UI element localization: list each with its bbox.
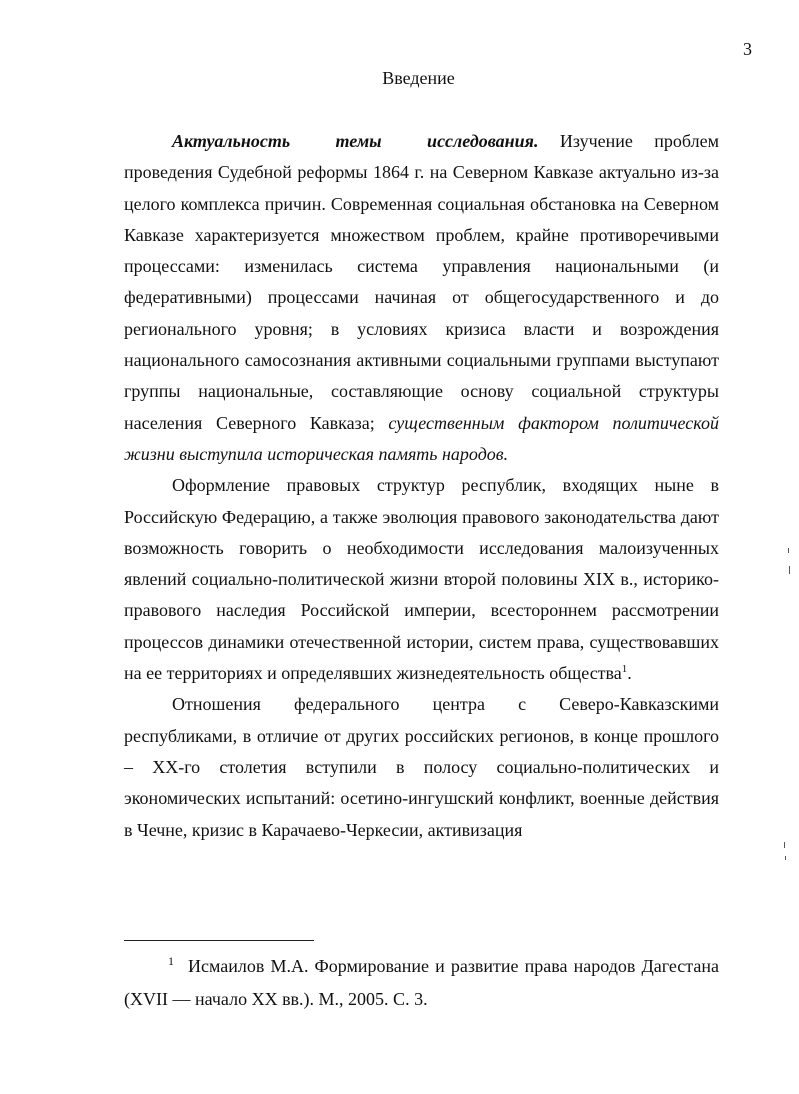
paragraph-text: Оформление правовых структур республик, входящих ныне в Российскую Федерацию, а также эволюция правового законодательства дают возможность говорить о необходимости исследования малоизученных явлений социально-политической жизни второй половины XIX в., историко-правового наследия Российской империи, всестороннем рассмотрении процессов динамики отечественной истории, систем права, существовавших на ее территориях и определявших жизнедеятельность общества: [124, 475, 719, 684]
main-text: [124, 126, 719, 846]
footnote-marker: 1: [168, 954, 174, 968]
scan-mark: [785, 856, 786, 860]
scan-mark: [784, 842, 785, 848]
scan-mark: [788, 548, 789, 553]
page-number: 3: [743, 39, 752, 59]
paragraph-legal-structures: [124, 470, 719, 689]
section-heading: Актуальность темы исследования.: [172, 131, 539, 151]
scan-mark: [789, 566, 790, 574]
emphasized-text: существенным фактором политической жизни выступила историческая память народов: [124, 412, 719, 464]
paragraph-end: .: [503, 443, 509, 464]
paragraph-text: Отношения федерального центра с Северо-Кавказскими республиками, в отличие от других российских регионов, в конце прошлого – XX-го столетия вступили в полосу социально-политических и экономических испытаний: осетино-ингушский конфликт, военные действия в Чечне, кризис в Карачаево-Черкесии, активизация: [124, 694, 719, 840]
paragraph-end: .: [627, 663, 632, 684]
paragraph-text: Изучение проблем проведения Судебной реформы 1864 г. на Северном Кавказе актуально из-за целого комплекса причин. Современная социальная обстановка на Северном Кавказе характеризуется множеством проблем, крайне противоречивыми процессами: изменилась система управления национальными (и федеративными) процессами начиная от общегосударственного и до регионального уровня; в условиях кризиса власти и возрождения национального самосознания активными социальными группами выступают группы национальные, составляющие основу социальной структуры населения Северного Кавказа;: [124, 131, 720, 433]
footnote-divider: [124, 940, 314, 941]
footnote-text: Исмаилов М.А. Формирование и развитие права народов Дагестана (XVII — начало XX вв.). М., 2005. С. 3.: [124, 956, 719, 1009]
footnote: [124, 950, 719, 1016]
paragraph-federal-relations: [124, 689, 719, 845]
paragraph-relevance: [124, 126, 719, 470]
footnote-reference[interactable]: 1: [621, 663, 628, 676]
page-title: Введение: [382, 68, 455, 88]
